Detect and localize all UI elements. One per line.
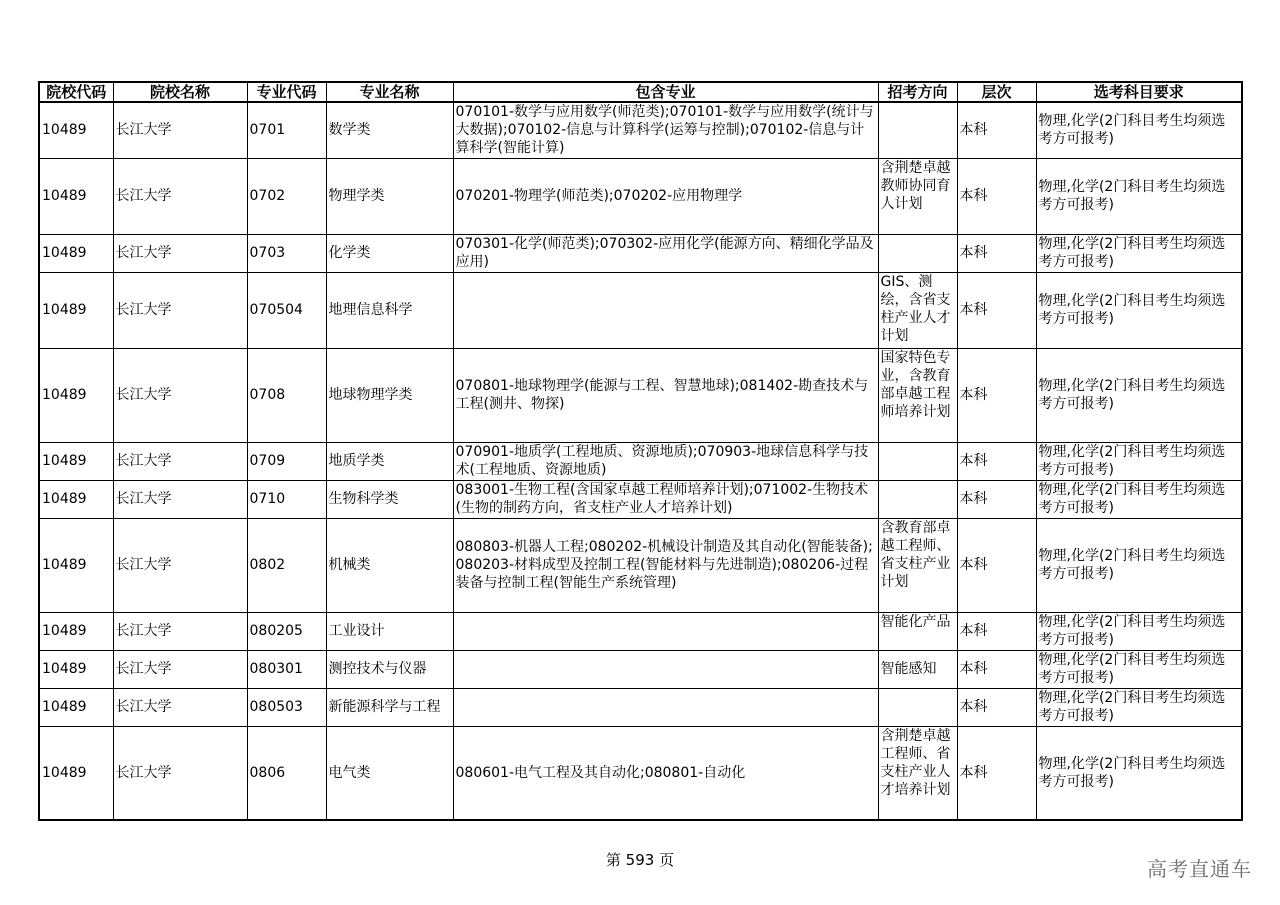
cell-direction: 含荆楚卓越工程师、省支柱产业人才培养计划 [878,726,957,820]
cell-major-code: 080301 [247,650,326,688]
cell-school-name: 长江大学 [113,726,247,820]
cell-requirement: 物理,化学(2门科目考生均须选考方可报考) [1036,234,1242,272]
cell-requirement: 物理,化学(2门科目考生均须选考方可报考) [1036,688,1242,726]
cell-major-code: 0709 [247,442,326,480]
cell-included: 070301-化学(师范类);070302-应用化学(能源方向、精细化学品及应用) [453,234,878,272]
table-row [39,480,1242,518]
cell-level: 本科 [957,518,1036,612]
cell-school-code: 10489 [39,518,113,612]
cell-school-code: 10489 [39,158,113,234]
cell-school-code: 10489 [39,348,113,442]
cell-school-name: 长江大学 [113,272,247,348]
cell-major-name: 新能源科学与工程 [326,688,453,726]
cell-requirement: 物理,化学(2门科目考生均须选考方可报考) [1036,726,1242,820]
cell-requirement: 物理,化学(2门科目考生均须选考方可报考) [1036,442,1242,480]
cell-school-code: 10489 [39,650,113,688]
cell-major-name: 化学类 [326,234,453,272]
table-row [39,650,1242,688]
cell-school-name: 长江大学 [113,102,247,158]
cell-major-name: 工业设计 [326,612,453,650]
cell-level: 本科 [957,234,1036,272]
cell-requirement: 物理,化学(2门科目考生均须选考方可报考) [1036,348,1242,442]
cell-major-name: 地质学类 [326,442,453,480]
col-header-school-name: 院校名称 [113,82,247,102]
cell-direction [878,480,957,518]
cell-school-code: 10489 [39,480,113,518]
cell-school-name: 长江大学 [113,612,247,650]
cell-direction: 含荆楚卓越教师协同育人计划 [878,158,957,234]
col-header-direction: 招考方向 [878,82,957,102]
cell-direction [878,234,957,272]
cell-included: 070101-数学与应用数学(师范类);070101-数学与应用数学(统计与大数据);070102-信息与计算科学(运筹与控制);070102-信息与计算科学(智能计算) [453,102,878,158]
cell-school-code: 10489 [39,442,113,480]
col-header-included: 包含专业 [453,82,878,102]
cell-included: 070801-地球物理学(能源与工程、智慧地球);081402-勘查技术与工程(测井、物探) [453,348,878,442]
cell-major-name: 数学类 [326,102,453,158]
cell-school-name: 长江大学 [113,348,247,442]
cell-included: 080803-机器人工程;080202-机械设计制造及其自动化(智能装备);080203-材料成型及控制工程(智能材料与先进制造);080206-过程装备与控制工程(智能生产系统管理) [453,518,878,612]
col-header-requirement: 选考科目要求 [1036,82,1242,102]
cell-included [453,650,878,688]
cell-level: 本科 [957,348,1036,442]
cell-direction: 智能感知 [878,650,957,688]
cell-school-name: 长江大学 [113,158,247,234]
col-header-school-code: 院校代码 [39,82,113,102]
cell-requirement: 物理,化学(2门科目考生均须选考方可报考) [1036,650,1242,688]
cell-level: 本科 [957,158,1036,234]
cell-school-code: 10489 [39,726,113,820]
cell-school-name: 长江大学 [113,688,247,726]
table-row [39,442,1242,480]
cell-direction [878,102,957,158]
cell-school-code: 10489 [39,234,113,272]
cell-school-name: 长江大学 [113,442,247,480]
cell-major-code: 0702 [247,158,326,234]
cell-school-name: 长江大学 [113,234,247,272]
cell-level: 本科 [957,480,1036,518]
table-row [39,272,1242,348]
table-row [39,612,1242,650]
table-row [39,688,1242,726]
cell-major-code: 080205 [247,612,326,650]
cell-major-name: 机械类 [326,518,453,612]
table-row [39,726,1242,820]
cell-requirement: 物理,化学(2门科目考生均须选考方可报考) [1036,272,1242,348]
cell-included [453,612,878,650]
col-header-level: 层次 [957,82,1036,102]
cell-requirement: 物理,化学(2门科目考生均须选考方可报考) [1036,612,1242,650]
cell-direction: 智能化产品 [878,612,957,650]
page-number: 第 593 页 [605,851,675,869]
cell-direction [878,442,957,480]
cell-level: 本科 [957,442,1036,480]
cell-direction: 国家特色专业，含教育部卓越工程师培养计划 [878,348,957,442]
cell-level: 本科 [957,272,1036,348]
cell-level: 本科 [957,102,1036,158]
cell-major-code: 070504 [247,272,326,348]
cell-direction [878,688,957,726]
cell-school-name: 长江大学 [113,480,247,518]
cell-major-code: 0703 [247,234,326,272]
header-row [39,82,1242,102]
cell-school-code: 10489 [39,688,113,726]
table-row [39,518,1242,612]
cell-major-name: 生物科学类 [326,480,453,518]
cell-major-name: 物理学类 [326,158,453,234]
cell-level: 本科 [957,612,1036,650]
cell-major-name: 地球物理学类 [326,348,453,442]
cell-major-code: 0802 [247,518,326,612]
cell-school-code: 10489 [39,102,113,158]
cell-level: 本科 [957,726,1036,820]
cell-major-code: 0701 [247,102,326,158]
cell-included: 083001-生物工程(含国家卓越工程师培养计划);071002-生物技术(生物的制药方向，省支柱产业人才培养计划) [453,480,878,518]
cell-school-code: 10489 [39,272,113,348]
table-row [39,234,1242,272]
cell-major-code: 0710 [247,480,326,518]
cell-requirement: 物理,化学(2门科目考生均须选考方可报考) [1036,480,1242,518]
cell-major-name: 测控技术与仪器 [326,650,453,688]
cell-requirement: 物理,化学(2门科目考生均须选考方可报考) [1036,158,1242,234]
cell-included [453,272,878,348]
cell-requirement: 物理,化学(2门科目考生均须选考方可报考) [1036,518,1242,612]
admission-table [38,81,1243,821]
col-header-major-name: 专业名称 [326,82,453,102]
cell-school-name: 长江大学 [113,650,247,688]
cell-direction: GIS、测绘，含省支柱产业人才计划 [878,272,957,348]
table-row [39,348,1242,442]
cell-major-name: 地理信息科学 [326,272,453,348]
cell-major-code: 0806 [247,726,326,820]
watermark-text: 高考直通车 [1147,857,1252,881]
cell-major-name: 电气类 [326,726,453,820]
cell-included: 070201-物理学(师范类);070202-应用物理学 [453,158,878,234]
cell-direction: 含教育部卓越工程师、省支柱产业计划 [878,518,957,612]
cell-school-name: 长江大学 [113,518,247,612]
col-header-major-code: 专业代码 [247,82,326,102]
cell-major-code: 080503 [247,688,326,726]
cell-included [453,688,878,726]
table-row [39,102,1242,158]
cell-level: 本科 [957,688,1036,726]
cell-level: 本科 [957,650,1036,688]
cell-requirement: 物理,化学(2门科目考生均须选考方可报考) [1036,102,1242,158]
table-row [39,158,1242,234]
cell-included: 070901-地质学(工程地质、资源地质);070903-地球信息科学与技术(工程地质、资源地质) [453,442,878,480]
cell-school-code: 10489 [39,612,113,650]
cell-major-code: 0708 [247,348,326,442]
cell-included: 080601-电气工程及其自动化;080801-自动化 [453,726,878,820]
